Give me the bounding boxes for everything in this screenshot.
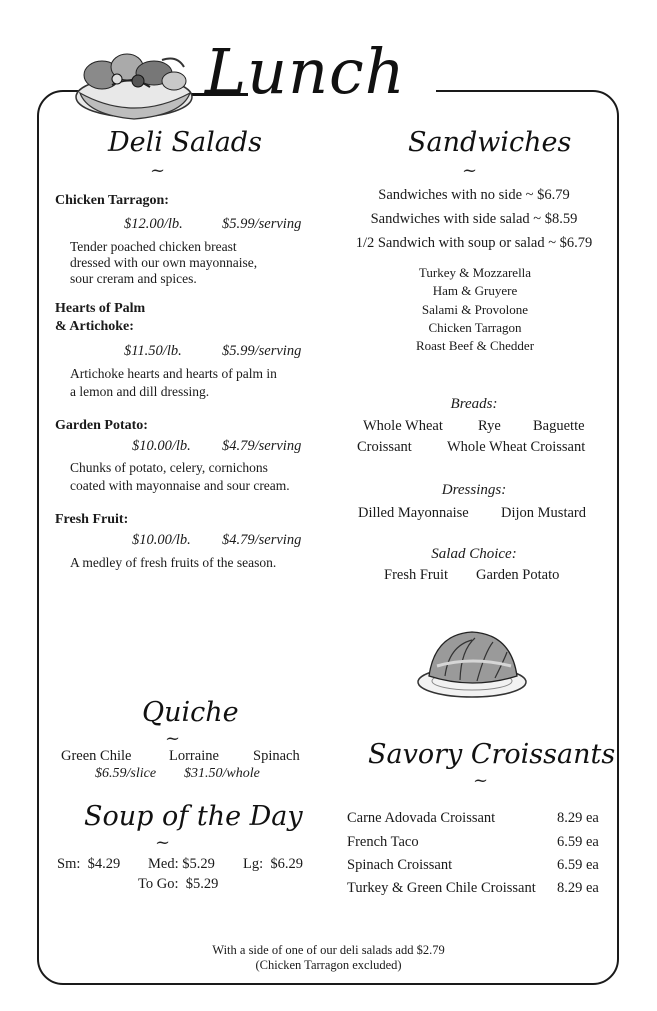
bread-option: Whole Wheat Croissant — [447, 439, 586, 455]
quiche-type: Spinach — [253, 748, 300, 764]
quiche-type: Lorraine — [169, 748, 219, 764]
sandwiches-heading: Sandwiches — [408, 127, 572, 158]
deli-item-name: & Artichoke: — [55, 319, 134, 334]
menu-title: Lunch — [205, 35, 406, 108]
dressing-option: Dijon Mustard — [501, 505, 586, 521]
croissants-heading: Savory Croissants — [368, 739, 616, 770]
croissant-item-name: Spinach Croissant — [347, 857, 453, 873]
deli-item-price-lb: $10.00/lb. — [132, 438, 191, 454]
croissant-item-price: 8.29 ea — [557, 810, 599, 826]
deli-item-desc: Chunks of potato, celery, cornichons coated with mayonnaise and sour cream. — [70, 460, 290, 493]
salad-bowl-icon — [72, 45, 197, 125]
sandwiches-divider: ~ — [462, 160, 478, 181]
footer-note: With a side of one of our deli salads add $2.79 (Chicken Tarragon excluded) — [212, 943, 445, 972]
deli-item-price-lb: $10.00/lb. — [132, 532, 191, 548]
deli-item-price-serving: $5.99/serving — [222, 216, 302, 232]
bread-option: Baguette — [533, 418, 585, 434]
deli-item-price-serving: $4.79/serving — [222, 532, 302, 548]
quiche-slice-price: $6.59/slice — [95, 766, 157, 781]
deli-item-price-serving: $5.99/serving — [222, 343, 302, 359]
bread-option: Rye — [478, 418, 501, 434]
deli-item-name: Garden Potato: — [55, 418, 148, 433]
croissant-item-price: 8.29 ea — [557, 880, 599, 896]
sandwich-types: Turkey & Mozzarella Ham & Gruyere Salami & Provolone Chicken Tarragon Roast Beef & Chedder — [415, 265, 535, 354]
deli-item-desc: A medley of fresh fruits of the season. — [70, 555, 277, 570]
croissant-item-price: 6.59 ea — [557, 857, 599, 873]
deli-divider: ~ — [150, 160, 166, 181]
deli-item-name: Hearts of Palm — [55, 301, 146, 316]
quiche-heading: Quiche — [142, 697, 239, 728]
dressing-option: Dilled Mayonnaise — [358, 505, 469, 521]
soup-togo-price: To Go: $5.29 — [138, 876, 219, 892]
salad-choice-label: Salad Choice: — [431, 546, 517, 562]
deli-item-name: Chicken Tarragon: — [55, 193, 169, 208]
deli-item-desc: Tender poached chicken breast dressed with our own mayonnaise, sour creram and spices. — [70, 239, 258, 286]
dressings-label: Dressings: — [441, 482, 507, 498]
quiche-divider: ~ — [165, 728, 181, 749]
croissant-item-name: Carne Adovada Croissant — [347, 810, 496, 826]
soup-medium-price: Med: $5.29 — [148, 856, 215, 872]
quiche-type: Green Chile — [61, 748, 132, 764]
deli-item-desc: Artichoke hearts and hearts of palm in a lemon and dill dressing. — [70, 366, 277, 399]
croissant-item-name: Turkey & Green Chile Croissant — [347, 880, 536, 896]
bread-option: Croissant — [357, 439, 412, 455]
soup-heading: Soup of the Day — [84, 801, 303, 832]
deli-item-price-serving: $4.79/serving — [222, 438, 302, 454]
croissant-item-price: 6.59 ea — [557, 834, 599, 850]
deli-item-price-lb: $12.00/lb. — [124, 216, 183, 232]
breads-label: Breads: — [450, 396, 498, 412]
soup-small-price: Sm: $4.29 — [57, 856, 121, 872]
croissants-divider: ~ — [473, 770, 489, 791]
deli-item-name: Fresh Fruit: — [55, 512, 129, 527]
salad-choice-option: Fresh Fruit — [384, 567, 449, 583]
soup-divider: ~ — [155, 832, 171, 853]
deli-item-price-lb: $11.50/lb. — [124, 343, 182, 359]
bread-option: Whole Wheat — [363, 418, 443, 434]
croissant-item-name: French Taco — [347, 834, 419, 850]
soup-large-price: Lg: $6.29 — [243, 856, 304, 872]
croissant-plate-icon — [415, 626, 530, 700]
salad-choice-option: Garden Potato — [476, 567, 560, 583]
deli-heading: Deli Salads — [108, 127, 262, 158]
quiche-whole-price: $31.50/whole — [184, 766, 260, 781]
sandwich-price-list: Sandwiches with no side ~ $6.79 Sandwiches with side salad ~ $8.59 1/2 Sandwich with soup or salad ~ $6.79 — [355, 187, 593, 251]
